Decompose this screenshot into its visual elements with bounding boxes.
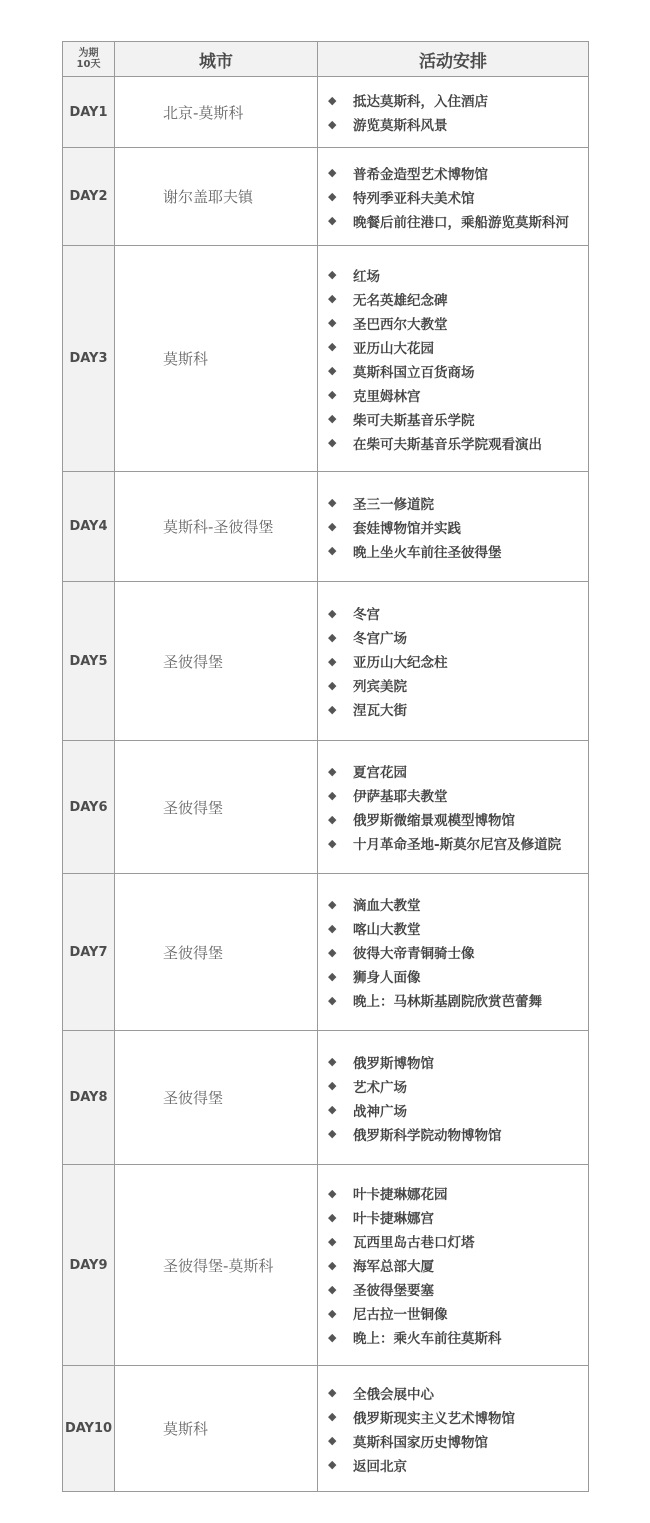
itinerary-table (62, 41, 589, 1492)
diamond-bullet-icon: ◆ (328, 340, 337, 353)
diamond-bullet-icon: ◆ (328, 836, 337, 850)
diamond-bullet-icon: ◆ (328, 316, 337, 329)
activity-text: 莫斯科国立百货商场 (353, 364, 475, 381)
table-row (63, 582, 589, 741)
header-period-line1: 为期 (78, 48, 99, 59)
diamond-bullet-icon: ◆ (328, 388, 337, 401)
activity-text: 喀山大教堂 (353, 922, 421, 938)
activity-text: 涅瓦大街 (353, 703, 407, 719)
city-label: 圣彼得堡 (115, 874, 318, 1031)
diamond-bullet-icon: ◆ (328, 1055, 337, 1068)
activity-list (328, 1381, 588, 1477)
table-row (63, 246, 589, 472)
diamond-bullet-icon: ◆ (328, 1186, 337, 1200)
activity-list (328, 161, 588, 233)
table-row (63, 1165, 589, 1366)
diamond-bullet-icon: ◆ (328, 1127, 337, 1140)
activity-text: 亚历山大纪念柱 (353, 655, 448, 671)
day-label: DAY8 (63, 1031, 115, 1165)
activity-text: 圣三一修道院 (353, 496, 434, 513)
activity-item (328, 185, 588, 209)
diamond-bullet-icon: ◆ (328, 969, 337, 983)
city-label: 莫斯科 (115, 246, 318, 472)
activities-cell (318, 246, 589, 472)
diamond-bullet-icon: ◆ (328, 496, 337, 509)
diamond-bullet-icon: ◆ (328, 606, 337, 620)
diamond-bullet-icon: ◆ (328, 945, 337, 959)
activity-item (328, 940, 588, 964)
activities-cell (318, 1165, 589, 1366)
activity-item (328, 1277, 588, 1301)
diamond-bullet-icon: ◆ (328, 1210, 337, 1224)
activity-item (328, 88, 588, 112)
diamond-bullet-icon: ◆ (328, 1386, 337, 1399)
activity-item (328, 1074, 588, 1098)
table-row (63, 472, 589, 582)
header-activities: 活动安排 (318, 42, 589, 77)
activity-item (328, 916, 588, 940)
activity-item (328, 407, 588, 431)
activity-item (328, 625, 588, 649)
activity-text: 在柴可夫斯基音乐学院观看演出 (353, 436, 542, 453)
diamond-bullet-icon: ◆ (328, 1079, 337, 1092)
activity-text: 克里姆林宫 (353, 388, 421, 405)
activity-item (328, 964, 588, 988)
activity-item (328, 263, 588, 287)
table-row (63, 741, 589, 874)
activity-item (328, 359, 588, 383)
activity-text: 俄罗斯博物馆 (353, 1055, 434, 1072)
activity-item (328, 515, 588, 539)
activity-text: 晚上坐火车前往圣彼得堡 (353, 544, 502, 561)
activity-item (328, 697, 588, 721)
activity-item (328, 1205, 588, 1229)
activities-cell (318, 472, 589, 582)
city-label: 圣彼得堡-莫斯科 (115, 1165, 318, 1366)
activity-text: 晚上：乘火车前往莫斯科 (353, 1331, 502, 1347)
activity-text: 瓦西里岛古巷口灯塔 (353, 1235, 475, 1251)
activity-text: 圣彼得堡要塞 (353, 1283, 434, 1299)
diamond-bullet-icon: ◆ (328, 292, 337, 305)
activity-text: 艺术广场 (353, 1079, 407, 1096)
diamond-bullet-icon: ◆ (328, 993, 337, 1007)
diamond-bullet-icon: ◆ (328, 166, 337, 179)
diamond-bullet-icon: ◆ (328, 93, 337, 107)
diamond-bullet-icon: ◆ (328, 630, 337, 644)
activity-text: 红场 (353, 268, 380, 285)
activity-item (328, 1098, 588, 1122)
activity-text: 套娃博物馆并实践 (353, 520, 461, 537)
activities-cell (318, 148, 589, 246)
activity-text: 普希金造型艺术博物馆 (353, 166, 488, 183)
activities-cell (318, 77, 589, 148)
activity-text: 十月革命圣地-斯莫尔尼宫及修道院 (353, 837, 562, 853)
activity-text: 列宾美院 (353, 679, 407, 695)
activities-cell (318, 1366, 589, 1492)
diamond-bullet-icon: ◆ (328, 764, 337, 778)
table-row (63, 1366, 589, 1492)
activity-item (328, 1229, 588, 1253)
day-label: DAY4 (63, 472, 115, 582)
activity-text: 伊萨基耶夫教堂 (353, 789, 448, 805)
header-period-line2: 10天 (76, 59, 101, 70)
diamond-bullet-icon: ◆ (328, 921, 337, 935)
day-label: DAY1 (63, 77, 115, 148)
diamond-bullet-icon: ◆ (328, 788, 337, 802)
activity-item (328, 431, 588, 455)
diamond-bullet-icon: ◆ (328, 117, 337, 131)
activity-list (328, 601, 588, 721)
table-row (63, 1031, 589, 1165)
activity-text: 尼古拉一世铜像 (353, 1307, 448, 1323)
activity-item (328, 1429, 588, 1453)
activity-text: 滴血大教堂 (353, 898, 421, 914)
activity-text: 亚历山大花园 (353, 340, 434, 357)
activity-item (328, 491, 588, 515)
activity-item (328, 1453, 588, 1477)
activity-text: 俄罗斯现实主义艺术博物馆 (353, 1410, 515, 1427)
diamond-bullet-icon: ◆ (328, 812, 337, 826)
city-label: 莫斯科-圣彼得堡 (115, 472, 318, 582)
activity-item (328, 673, 588, 697)
activity-text: 夏宫花园 (353, 765, 407, 781)
activity-item (328, 383, 588, 407)
activity-item (328, 1325, 588, 1349)
activity-text: 叶卡捷琳娜宫 (353, 1211, 434, 1227)
activity-item (328, 783, 588, 807)
activity-list (328, 892, 588, 1012)
city-label: 圣彼得堡 (115, 1031, 318, 1165)
activity-item (328, 1253, 588, 1277)
diamond-bullet-icon: ◆ (328, 654, 337, 668)
day-label: DAY10 (63, 1366, 115, 1492)
diamond-bullet-icon: ◆ (328, 1234, 337, 1248)
activities-cell (318, 1031, 589, 1165)
activity-text: 叶卡捷琳娜花园 (353, 1187, 448, 1203)
activity-list (328, 1050, 588, 1146)
activity-item (328, 161, 588, 185)
activity-list (328, 88, 588, 136)
day-label: DAY9 (63, 1165, 115, 1366)
activity-item (328, 1405, 588, 1429)
activity-text: 无名英雄纪念碑 (353, 292, 448, 309)
header-period (63, 42, 115, 77)
activity-list (328, 759, 588, 855)
activity-item (328, 759, 588, 783)
activity-item (328, 287, 588, 311)
diamond-bullet-icon: ◆ (328, 1282, 337, 1296)
activity-text: 战神广场 (353, 1103, 407, 1120)
activity-text: 冬宫 (353, 607, 380, 623)
activity-item (328, 1050, 588, 1074)
diamond-bullet-icon: ◆ (328, 268, 337, 281)
diamond-bullet-icon: ◆ (328, 436, 337, 449)
city-label: 圣彼得堡 (115, 741, 318, 874)
table-row (63, 148, 589, 246)
header-city: 城市 (115, 42, 318, 77)
activities-cell (318, 874, 589, 1031)
diamond-bullet-icon: ◆ (328, 702, 337, 716)
activity-item (328, 112, 588, 136)
activity-text: 俄罗斯微缩景观模型博物馆 (353, 813, 515, 829)
activity-text: 狮身人面像 (353, 970, 421, 986)
day-label: DAY7 (63, 874, 115, 1031)
city-label: 莫斯科 (115, 1366, 318, 1492)
diamond-bullet-icon: ◆ (328, 1458, 337, 1471)
activities-cell (318, 582, 589, 741)
diamond-bullet-icon: ◆ (328, 1330, 337, 1344)
activity-item (328, 892, 588, 916)
activity-item (328, 539, 588, 563)
activity-item (328, 831, 588, 855)
activity-item (328, 649, 588, 673)
activity-item (328, 335, 588, 359)
city-label: 谢尔盖耶夫镇 (115, 148, 318, 246)
diamond-bullet-icon: ◆ (328, 544, 337, 557)
table-row (63, 874, 589, 1031)
activity-item (328, 311, 588, 335)
activity-text: 游览莫斯科风景 (353, 118, 448, 134)
table-row (63, 77, 589, 148)
diamond-bullet-icon: ◆ (328, 1258, 337, 1272)
diamond-bullet-icon: ◆ (328, 678, 337, 692)
city-label: 圣彼得堡 (115, 582, 318, 741)
activities-cell (318, 741, 589, 874)
day-label: DAY3 (63, 246, 115, 472)
activity-text: 柴可夫斯基音乐学院 (353, 412, 475, 429)
activity-text: 特列季亚科夫美术馆 (353, 190, 475, 207)
activity-text: 圣巴西尔大教堂 (353, 316, 448, 333)
diamond-bullet-icon: ◆ (328, 1434, 337, 1447)
activity-text: 晚餐后前往港口，乘船游览莫斯科河 (353, 214, 569, 231)
activity-item (328, 1181, 588, 1205)
activity-text: 返回北京 (353, 1458, 407, 1475)
diamond-bullet-icon: ◆ (328, 214, 337, 227)
activity-text: 全俄会展中心 (353, 1386, 434, 1403)
diamond-bullet-icon: ◆ (328, 520, 337, 533)
day-label: DAY5 (63, 582, 115, 741)
activity-item (328, 807, 588, 831)
day-label: DAY2 (63, 148, 115, 246)
activity-text: 莫斯科国家历史博物馆 (353, 1434, 488, 1451)
diamond-bullet-icon: ◆ (328, 897, 337, 911)
activity-item (328, 1301, 588, 1325)
activity-list (328, 263, 588, 455)
activity-item (328, 1122, 588, 1146)
activity-item (328, 1381, 588, 1405)
activity-text: 海军总部大厦 (353, 1259, 434, 1275)
day-label: DAY6 (63, 741, 115, 874)
diamond-bullet-icon: ◆ (328, 364, 337, 377)
activity-text: 抵达莫斯科，入住酒店 (353, 94, 488, 110)
diamond-bullet-icon: ◆ (328, 1410, 337, 1423)
diamond-bullet-icon: ◆ (328, 1103, 337, 1116)
activity-text: 晚上：马林斯基剧院欣赏芭蕾舞 (353, 994, 542, 1010)
city-label: 北京-莫斯科 (115, 77, 318, 148)
activity-item (328, 601, 588, 625)
activity-item (328, 209, 588, 233)
diamond-bullet-icon: ◆ (328, 412, 337, 425)
activity-text: 彼得大帝青铜骑士像 (353, 946, 475, 962)
diamond-bullet-icon: ◆ (328, 1306, 337, 1320)
activity-list (328, 491, 588, 563)
activity-list (328, 1181, 588, 1349)
activity-text: 冬宫广场 (353, 631, 407, 647)
table-header-row (63, 42, 589, 77)
activity-item (328, 988, 588, 1012)
activity-text: 俄罗斯科学院动物博物馆 (353, 1127, 502, 1144)
diamond-bullet-icon: ◆ (328, 190, 337, 203)
